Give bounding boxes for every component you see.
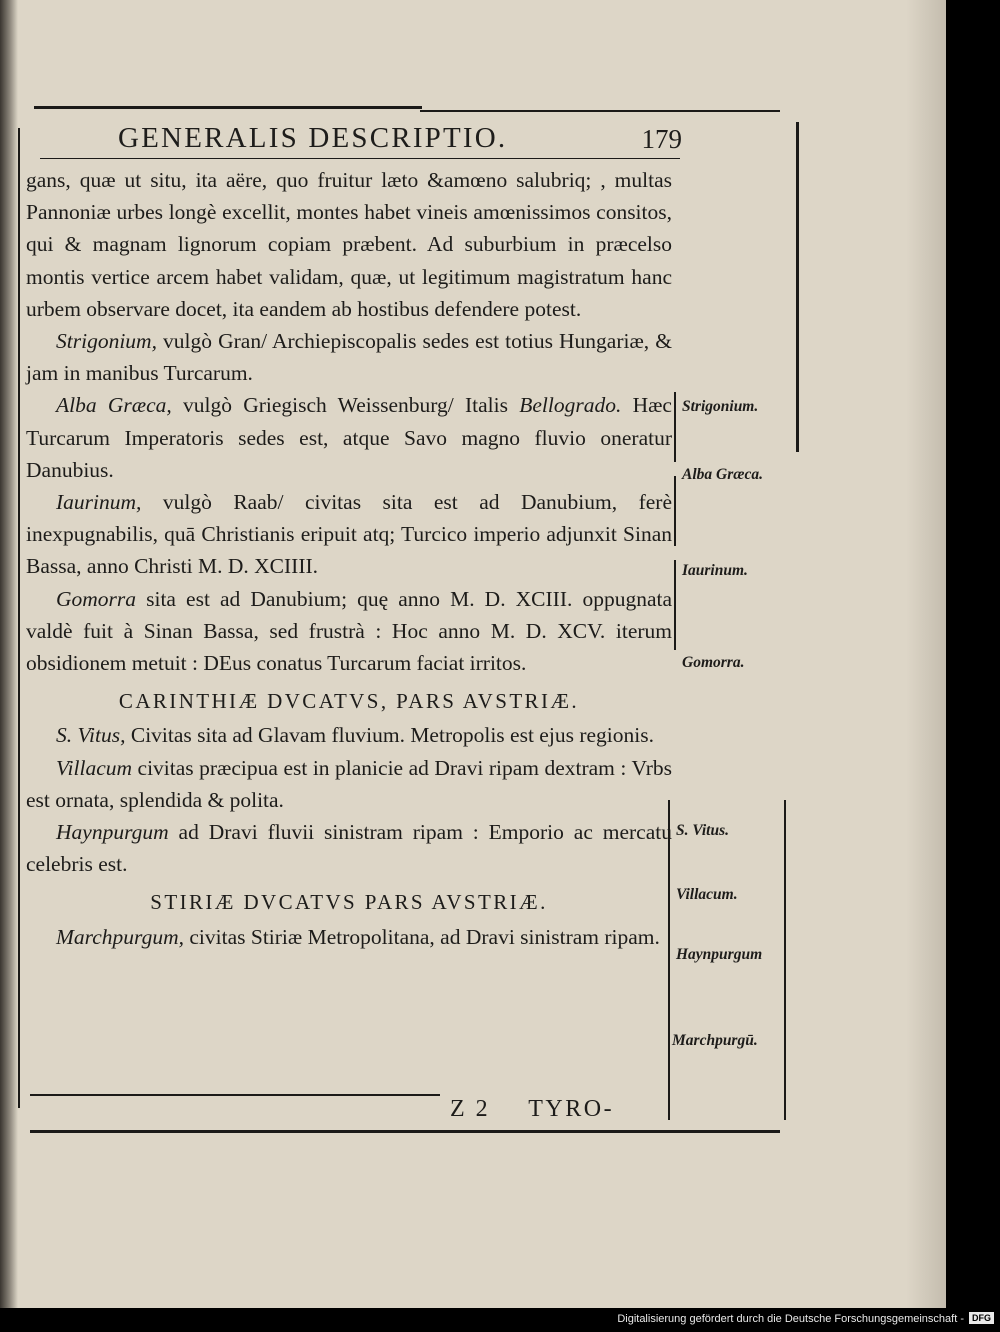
entry-strigonium: Strigonium, vulgò Gran/ Archiepiscopalis sedes est totius Hungariæ, & jam in manibus Turcarum. <box>26 329 672 386</box>
bottom-rule <box>30 1130 780 1133</box>
entry-villacum: Villacum civitas præcipua est in planicie ad Dravi ripam dextram : Vrbs est ornata, splendida & polita. <box>26 755 672 812</box>
entry-alba-graeca: Alba Græca, vulgò Griegisch Weissenburg/ Italis Bellogrado. Hæc Turcarum Imperatoris sedes est, atque Savo magno fluvio oneratur Danubius. <box>26 393 672 482</box>
place-name: Villacum <box>56 755 133 780</box>
section-heading-carinthia: CARINTHIÆ DVCATVS, PARS AVSTRIÆ. <box>118 689 580 714</box>
body-text <box>26 164 672 953</box>
margin-note-iaurinum: Iaurinum. <box>682 562 748 579</box>
header-rule <box>40 158 680 159</box>
place-name: S. Vitus, <box>56 723 126 748</box>
margin-note-marchpurgum: Marchpurgū. <box>672 1032 758 1049</box>
bottom-rule-upper <box>30 1094 440 1096</box>
margin-notes <box>672 0 796 1200</box>
dfg-logo: DFG <box>969 1312 994 1324</box>
top-double-rule <box>34 106 422 109</box>
margin-note-s-vitus: S. Vitus. <box>676 822 729 839</box>
margin-rule-left <box>18 128 20 1108</box>
place-name: Gomorra <box>56 586 137 611</box>
gutter-shadow <box>0 0 18 1308</box>
digitization-credit: Digitalisierung gefördert durch die Deutsche Forschungsgemeinschaft - <box>617 1313 964 1325</box>
margin-note-alba-graeca: Alba Græca. <box>682 466 763 483</box>
place-name: Alba Græca, <box>56 393 172 418</box>
entry-haynpurgum: Haynpurgum ad Dravi fluvii sinistram ripam : Emporio ac mercatu celebris est. <box>26 820 672 877</box>
running-head: GENERALIS DESCRIPTIO. <box>118 122 508 154</box>
signature-mark: Z 2 <box>450 1096 491 1122</box>
entry-s-vitus: S. Vitus, Civitas sita ad Glavam fluvium. Metropolis est ejus regionis. <box>56 723 654 748</box>
entry-iaurinum: Iaurinum, vulgò Raab/ civitas sita est ad Danubium, ferè inexpugnabilis, quā Christianis eripuit atq; Turcico imperio adjunxit Sinan Bassa, anno Christi M. D. XCIIII. <box>26 490 672 579</box>
place-name: Haynpurgum <box>56 820 169 845</box>
place-name: Marchpurgum, <box>56 924 184 949</box>
margin-rule-right <box>796 122 799 452</box>
place-name: Iaurinum, <box>56 490 142 515</box>
page-number: 179 <box>641 124 682 154</box>
margin-note-haynpurgum: Haynpurgum <box>676 946 763 963</box>
margin-note-strigonium: Strigonium. <box>682 398 759 415</box>
entry-marchpurgum: Marchpurgum, civitas Stiriæ Metropolitana, ad Dravi sinistram ripam. <box>56 924 660 949</box>
section-heading-stiria: STIRIÆ DVCATVS PARS AVSTRIÆ. <box>150 890 548 915</box>
paragraph-continuation: gans, quæ ut situ, ita aëre, quo fruitur læto &amœno salubriq; , multas Pannoniæ urbes longè excellit, montes habet vineis amœnissimos consitos, qui & magnam lignorum copiam præbent. Ad suburbium in præcelso montis vertice arcem habet validam, quæ, ut legitimum magistratum hanc urbem observare docet, ita eandem ab hostibus defendere potest. <box>26 168 672 321</box>
catchword: TYRO- <box>528 1096 615 1122</box>
margin-note-villacum: Villacum. <box>676 886 738 903</box>
page-header <box>108 122 698 168</box>
catchline <box>450 1096 670 1123</box>
place-name: Bellogrado. <box>519 393 622 418</box>
place-name: Strigonium, <box>56 329 157 354</box>
margin-note-gomorra: Gomorra. <box>682 654 745 671</box>
entry-gomorra: Gomorra sita est ad Danubium; quę anno M. D. XCIII. oppugnata valdè fuit à Sinan Bassa, sed frustrà : Hoc anno M. D. XCV. iterum obsidionem metuit : DEus conatus Turcarum faciat irritos. <box>26 586 672 676</box>
